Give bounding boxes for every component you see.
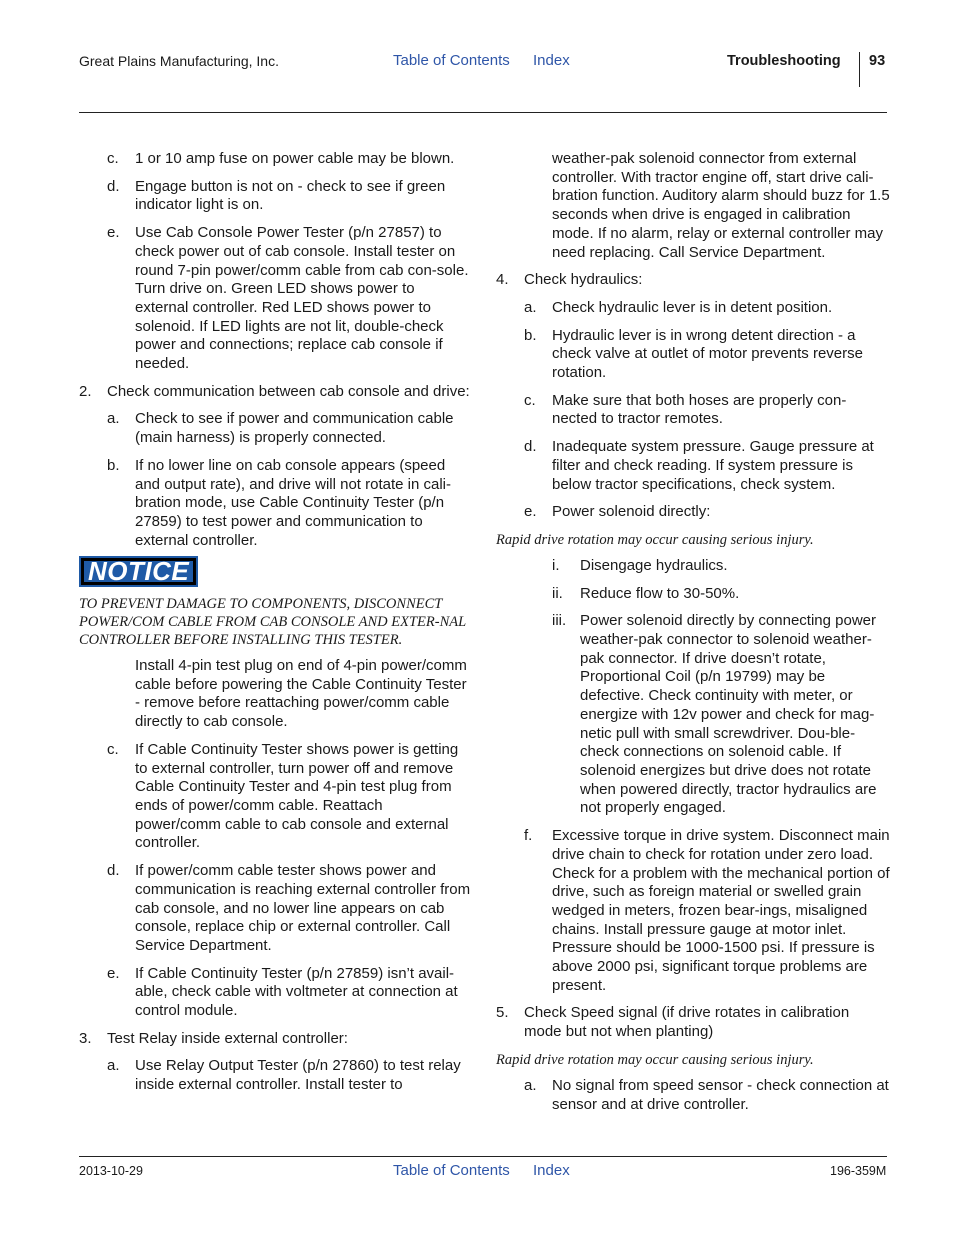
list-item: iii. Power solenoid directly by connecting power weather-pak connector to solenoid weather-pak connector. If drive doesn’t rotate, Proportional Coil (p/n 19799) may be defective. Check continuity with meter, or energize with 12v power and check for mag-netic pull with small screwdriver. Dou-ble-check connections on solenoid cable. If solenoid energizes but drive does not rotate when powered directly, tractor hydraulics are not properly engaged. xyxy=(552,612,877,817)
list-item: a. No signal from speed sensor - check connection at sensor and at drive controller. xyxy=(524,1076,889,1113)
list-item: d. Inadequate system pressure. Gauge pressure at filter and check reading. If system pressure is below tractor specifications, check system. xyxy=(524,438,874,493)
list-item: b. If no lower line on cab console appears (speed and output rate), and drive will not rotate in cali-bration mode, use Cable Continuity Tester (p/n 27859) to test power and communication to external controller. xyxy=(107,456,452,549)
company-name: Great Plains Manufacturing, Inc. xyxy=(79,53,279,69)
list-item: 4. Check hydraulics: xyxy=(496,271,643,289)
list-item: 2. Check communication between cab console and drive: xyxy=(79,382,470,400)
toc-link-bottom[interactable]: Table of Contents xyxy=(393,1162,510,1179)
notice-box xyxy=(79,554,471,649)
list-item: a. Use Relay Output Tester (p/n 27860) to test relay inside external controller. Install tester to xyxy=(107,1057,461,1094)
warning-text: Rapid drive rotation may occur causing serious injury. xyxy=(496,1051,814,1068)
doc-number: 196-359M xyxy=(830,1164,887,1178)
list-item: c. 1 or 10 amp fuse on power cable may be blown. xyxy=(107,150,455,167)
list-item: c. If Cable Continuity Tester shows power is getting to external controller, turn power off and remove Cable Continuity Tester and 4-pin test plug from ends of power/comm cable. Reattach power/comm cable to cab console and external controller. xyxy=(107,740,459,852)
warning-text: Rapid drive rotation may occur causing serious injury. xyxy=(496,531,814,548)
index-link-bottom[interactable]: Index xyxy=(533,1162,570,1179)
header-divider xyxy=(859,52,860,87)
notice-text: TO PREVENT DAMAGE TO COMPONENTS, DISCONNECT POWER/COM CABLE FROM CAB CONSOLE AND EXTER-NAL CONTROLLER BEFORE INSTALLING THIS TESTER. xyxy=(79,596,466,649)
list-item: i. Disengage hydraulics. xyxy=(552,556,728,574)
list-item: f. Excessive torque in drive system. Disconnect main drive chain to check for rotation under zero load. Check for a problem with the mechanical portion of drive, such as foreign material or swelled grain wedged in meters, frozen bear-ings, misaligned chains. Install pressure gauge at motor inlet. Pressure should be 1000-1500 psi. If pressure is above 2000 psi, significant torque problems are present. xyxy=(524,827,890,994)
list-item: a. Check to see if power and communication cable (main harness) is properly connected. xyxy=(107,410,454,447)
list-item: 3. Test Relay inside external controller: xyxy=(79,1029,348,1047)
left-column xyxy=(79,150,471,1104)
notice-label: NOTICE xyxy=(81,558,196,585)
list-item: 5. Check Speed signal (if drive rotates in calibration mode but not when planting) xyxy=(496,1004,850,1041)
list-item: c. Make sure that both hoses are properly con-nected to tractor remotes. xyxy=(524,391,847,428)
section-title: Troubleshooting xyxy=(727,53,841,69)
list-item: d. Engage button is not on - check to see if green indicator light is on. xyxy=(107,177,446,214)
toc-link-top[interactable]: Table of Contents xyxy=(393,52,510,69)
list-item: b. Hydraulic lever is in wrong detent direction - a check valve at outlet of motor prevents reverse rotation. xyxy=(524,326,863,382)
header-rule xyxy=(79,112,887,113)
right-column xyxy=(496,150,890,1123)
list-item: e. If Cable Continuity Tester (p/n 27859) isn’t avail-able, check cable with voltmeter at connection at control module. xyxy=(107,964,458,1020)
list-item: a. Check hydraulic lever is in detent position. xyxy=(524,298,833,316)
list-item: d. If power/comm cable tester shows power and communication is reaching external controller from cab console, and no lower line appears on cab console, replace chip or external controller. Call Service Department. xyxy=(107,862,471,954)
paragraph: weather-pak solenoid connector from external controller. With tractor engine off, start drive cali-bration function. Auditory alarm should buzz for 1.5 seconds when drive is engaged in calibration mode. If no alarm, relay or external controller may need replacing. Call Service Department. xyxy=(552,150,890,261)
page-number: 93 xyxy=(869,53,886,69)
paragraph: Install 4-pin test plug on end of 4-pin power/comm cable before powering the Cable Continuity Tester - remove before reattaching power/comm cable directly to cab console. xyxy=(135,657,467,731)
footer-date: 2013-10-29 xyxy=(79,1164,143,1178)
list-item: e. Power solenoid directly: xyxy=(524,503,711,521)
list-item: ii. Reduce flow to 30-50%. xyxy=(552,584,740,602)
footer-rule xyxy=(79,1156,887,1157)
index-link-top[interactable]: Index xyxy=(533,52,570,69)
list-item: e. Use Cab Console Power Tester (p/n 27857) to check power out of cab console. Install tester on round 7-pin power/comm cable from cab con-sole. Turn drive on. Green LED shows power to external controller. Red LED shows power to solenoid. If LED lights are not lit, double-check power and connections; replace cab console if needed. xyxy=(107,224,469,373)
